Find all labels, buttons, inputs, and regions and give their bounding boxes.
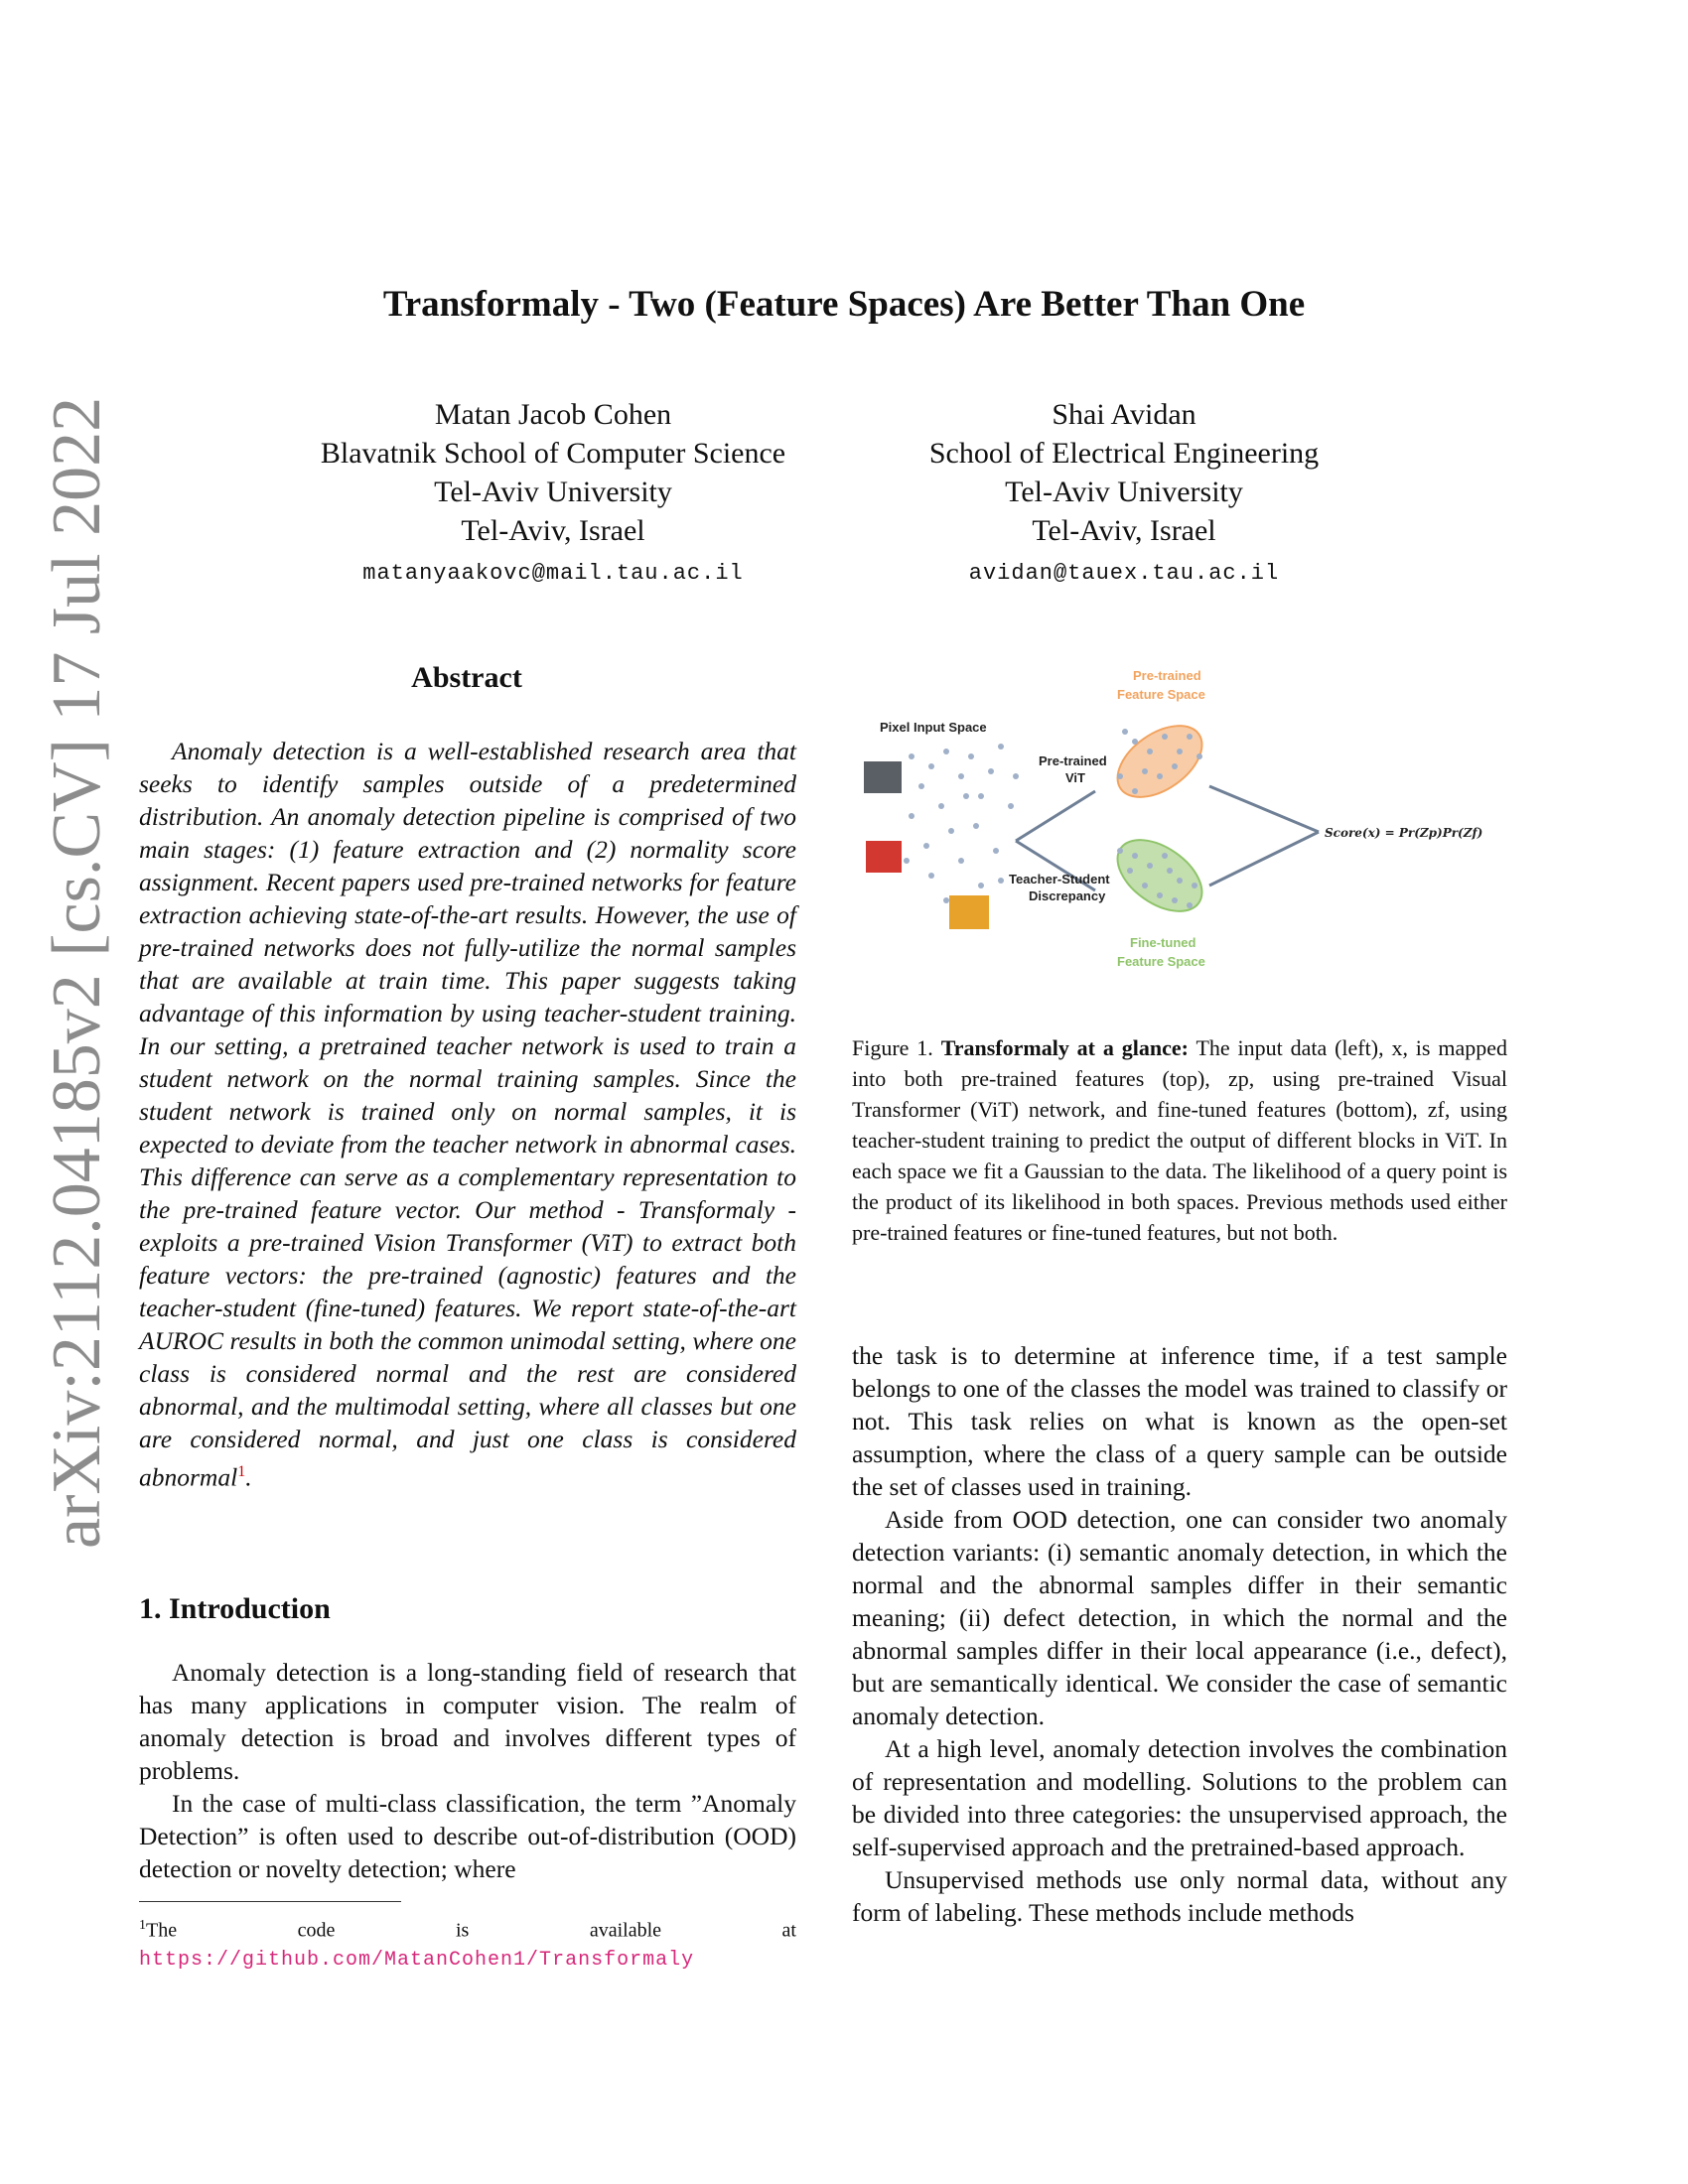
pretrained-space-label-1: Pre-trained — [1133, 668, 1201, 683]
paragraph-2: Aside from OOD detection, one can consider two anomaly detection variants: (i) semantic anomaly detection, in which the normal and the abnormal samples differ in their semantic meaning; (ii) defect detection, in which the normal and the abnormal samples differ in their local appearance (i.e., defect), but are semantically identical. We consider the case of semantic anomaly detection. — [852, 1505, 1507, 1730]
paragraph-4: Unsupervised methods use only normal data, without any form of labeling. These methods include methods — [852, 1865, 1507, 1927]
footnote — [139, 1912, 796, 1975]
arxiv-side-stamp: arXiv:2112.04185v2 [cs.CV] 17 Jul 2022 — [39, 396, 115, 1549]
connector-line — [1209, 786, 1319, 832]
author-email[interactable]: avidan@tauex.tau.ac.il — [968, 561, 1280, 586]
author-dept: School of Electrical Engineering — [928, 437, 1320, 470]
intro-paragraph-2: In the case of multi-class classification, the term ”Anomaly Detection” is often used to describe out-of-distribution (OOD) detection or novelty detection; where — [139, 1789, 796, 1883]
figure-diagram — [852, 657, 1507, 975]
caption-label: Figure 1. — [852, 1035, 933, 1060]
connector-line — [1209, 832, 1319, 886]
figure-caption — [852, 1032, 1507, 1248]
caption-text: The input data (left), x, is mapped into both pre-trained features (top), zp, using pre-trained Visual Transformer (ViT) network, and fine-tuned features (bottom), zf, using teacher-student training to predict the output of different blocks in ViT. In each space we fit a Gaussian to the data. The likelihood of a query point is the product of its likelihood in both spaces. Previous methods used either pre-trained features or fine-tuned features, but not both. — [852, 1035, 1507, 1245]
author-dept: Blavatnik School of Computer Science — [320, 437, 786, 470]
caption-bold: Transformaly at a glance: — [940, 1035, 1189, 1060]
car-thumbnail-3 — [949, 895, 989, 929]
pretrained-gaussian — [1105, 712, 1215, 812]
finetuned-space-label-1: Fine-tuned — [1130, 935, 1196, 950]
connector-line — [1016, 791, 1095, 841]
pixel-dots — [904, 744, 1019, 903]
car-thumbnail-2 — [866, 841, 902, 873]
finetuned-gaussian — [1105, 826, 1215, 926]
pretrained-space-label-2: Feature Space — [1117, 687, 1205, 702]
footnote-mark: 1 — [139, 1918, 146, 1933]
score-formula: Score(x) = Pr(Zp)Pr(Zf) — [1325, 826, 1483, 840]
abstract-text: Anomaly detection is a well-established research area that seeks to identify samples outside of a predetermined distribution. An anomaly detection pipeline is comprised of two main stages: (1) feature extraction and (2) normality score assignment. Recent papers used pre-trained networks for feature extraction achieving state-of-the-art results. However, the use of pre-trained networks does not fully-utilize the normal samples that are available at train time. This paper suggests taking advantage of this information by using teacher-student training. In our setting, a pretrained teacher network is used to train a student network on the normal training samples. Since the student network is trained only on normal samples, it is expected to deviate from the teacher network in abnormal cases. This difference can serve as a complementary representation to the pre-trained feature vector. Our method - Transformaly - exploits a pre-trained Vision Transformer (ViT) to extract both feature vectors: the pre-trained (agnostic) features and the teacher-student (fine-tuned) features. We report state-of-the-art AUROC results in both the common unimodal setting, where one class is considered normal and the rest are considered abnormal, and the multimodal setting, where all classes but one are considered normal, and just one class is considered abnormal — [139, 737, 796, 1492]
footnote-link[interactable]: https://github.com/MatanCohen1/Transformaly — [139, 1948, 695, 1972]
author-location: Tel-Aviv, Israel — [461, 514, 645, 547]
abstract-heading: Abstract — [411, 661, 522, 694]
author-block-1 — [275, 395, 831, 593]
right-column-body — [852, 1339, 1507, 1929]
figure-1 — [852, 657, 1507, 975]
abstract-body: Anomaly detection is a well-established research area that seeks to identify samples outside of a predetermined distribution. An anomaly detection pipeline is comprised of two main stages: (1) feature extraction and (2) normality score assignment. Recent papers used pre-trained networks for feature extraction achieving state-of-the-art results. However, the use of pre-trained networks does not fully-utilize the normal samples that are available at train time. This paper suggests taking advantage of this information by using teacher-student training. In our setting, a pretrained teacher network is used to train a student network on the normal training samples. Since the student network is trained only on normal samples, it is expected to deviate from the teacher network in abnormal cases. This difference can serve as a complementary representation to the pre-trained feature vector. Our method - Transformaly - exploits a pre-trained Vision Transformer (ViT) to extract both feature vectors: the pre-trained (agnostic) features and the teacher-student (fine-tuned) features. We report state-of-the-art AUROC results in both the common unimodal setting, where one class is considered normal and the rest are considered abnormal, and the multimodal setting, where all classes but one are considered normal, and just one class is considered abnormal$^1$. — [139, 737, 796, 1492]
footnote-text: The code is available at — [146, 1919, 796, 1942]
car-thumbnail-1 — [864, 761, 902, 793]
author-univ: Tel-Aviv University — [434, 476, 672, 508]
teacher-student-label-1: Teacher-Student — [1009, 872, 1110, 887]
author-name: Shai Avidan — [1052, 398, 1196, 431]
pretrained-vit-label-2: ViT — [1065, 770, 1085, 785]
paragraph-1: the task is to determine at inference time, if a test sample belongs to one of the classes the model was trained to classify or not. This task relies on what is known as the open-set assumption, where the class of a query sample can be outside the set of classes used in training. — [852, 1341, 1507, 1501]
author-location: Tel-Aviv, Israel — [1032, 514, 1216, 547]
paper-title: Transformaly - Two (Feature Spaces) Are Better Than One — [382, 284, 1306, 325]
author-name: Matan Jacob Cohen — [434, 398, 672, 431]
footnote-divider — [139, 1901, 401, 1902]
pixel-input-label: Pixel Input Space — [880, 720, 987, 735]
paragraph-3: At a high level, anomaly detection involves the combination of representation and modelling. Solutions to the problem can be divided into three categories: the unsupervised approach, the self-supervised approach and the pretrained-based approach. — [852, 1734, 1507, 1861]
finetuned-space-label-2: Feature Space — [1117, 954, 1205, 969]
intro-paragraph-1: Anomaly detection is a long-standing field of research that has many applications in computer vision. The realm of anomaly detection is broad and involves different types of problems. — [139, 1658, 796, 1785]
author-block-2 — [846, 395, 1402, 593]
author-univ: Tel-Aviv University — [1005, 476, 1243, 508]
section-heading-introduction: 1. Introduction — [139, 1592, 331, 1625]
intro-body — [139, 1656, 796, 1885]
pretrained-vit-label-1: Pre-trained — [1039, 753, 1107, 768]
author-email[interactable]: matanyaakovc@mail.tau.ac.il — [362, 561, 744, 586]
teacher-student-label-2: Discrepancy — [1029, 888, 1106, 903]
footnote-ref[interactable]: 1 — [237, 1463, 246, 1480]
